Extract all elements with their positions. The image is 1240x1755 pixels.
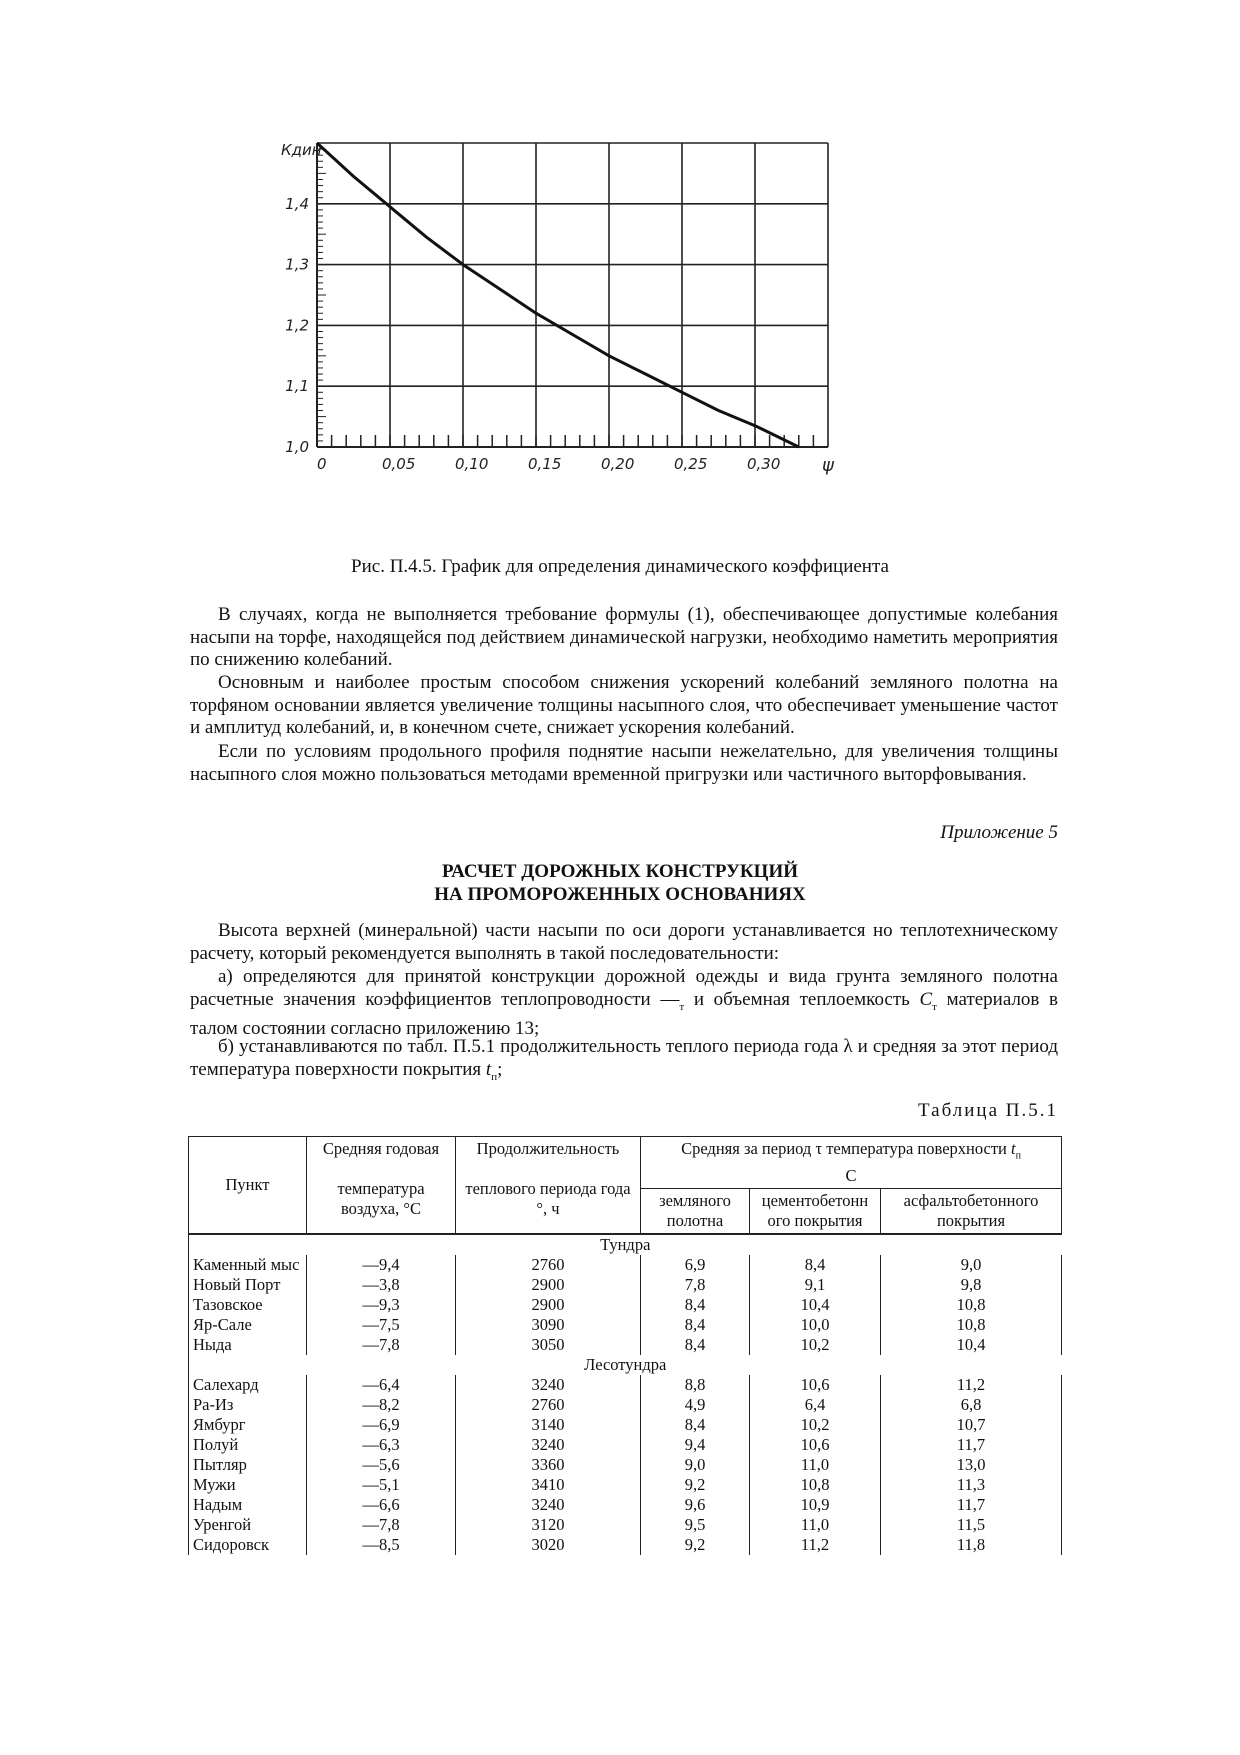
cell-punkt: Уренгой <box>189 1515 307 1535</box>
cell-soil: 8,4 <box>641 1295 750 1315</box>
paragraph-5 <box>190 966 1058 1040</box>
cell-punkt: Ра-Из <box>189 1395 307 1415</box>
x-tick-label: 0,20 <box>601 455 635 473</box>
header-temperature-line-2: температура воздуха, °С <box>337 1179 425 1218</box>
p5-sub-2: т <box>932 1000 937 1013</box>
cell-punkt: Надым <box>189 1495 307 1515</box>
cell-punkt: Ныда <box>189 1335 307 1355</box>
group-row <box>189 1234 1062 1255</box>
cell-soil: 8,4 <box>641 1315 750 1335</box>
cell-temperature: —6,4 <box>307 1375 456 1395</box>
y-tick-label: 1,2 <box>285 316 309 335</box>
table-row <box>189 1375 1062 1395</box>
temperature-table <box>188 1136 1062 1555</box>
cell-cement: 11,0 <box>750 1455 881 1475</box>
cell-temperature: —5,1 <box>307 1475 456 1495</box>
header-average-t: t <box>1011 1139 1016 1158</box>
table-body <box>189 1234 1062 1555</box>
x-tick-label: 0 <box>317 455 327 473</box>
table-row <box>189 1495 1062 1515</box>
x-tick-label: 0,30 <box>747 455 781 473</box>
cell-cement: 8,4 <box>750 1255 881 1275</box>
y-axis-label: Кдин <box>281 141 322 159</box>
cell-cement: 10,6 <box>750 1375 881 1395</box>
table-row <box>189 1395 1062 1415</box>
cell-duration: 3240 <box>456 1495 641 1515</box>
p6-a: б) устанавливаются по табл. П.5.1 продолжительность теплого периода года λ и средняя за этот период температура поверхности покрытия <box>190 1036 1058 1080</box>
p5-sub-1: т <box>679 1000 685 1013</box>
header-duration-line-1: Продолжительность <box>476 1139 620 1158</box>
cell-asphalt: 9,0 <box>881 1255 1062 1275</box>
cell-asphalt: 10,4 <box>881 1335 1062 1355</box>
cell-duration: 2760 <box>456 1255 641 1275</box>
cell-temperature: —6,3 <box>307 1435 456 1455</box>
cell-punkt: Новый Порт <box>189 1275 307 1295</box>
paragraph-2: Основным и наиболее простым способом снижения ускорений колебаний земляного полотна на торфяном основании является увеличение толщины насыпного слоя, что обеспечивает уменьшение частот и амплитуд колебаний, и, в конечном счете, снижает ускорения колебаний. <box>190 672 1058 738</box>
cell-punkt: Каменный мыс <box>189 1255 307 1275</box>
cell-temperature: —8,2 <box>307 1395 456 1415</box>
cell-cement: 11,0 <box>750 1515 881 1535</box>
p6-t: t <box>485 1058 492 1080</box>
cell-cement: 10,0 <box>750 1315 881 1335</box>
header-temperature-line-1: Средняя годовая <box>322 1139 440 1158</box>
cell-duration: 3410 <box>456 1475 641 1495</box>
table-row <box>189 1315 1062 1335</box>
cell-asphalt: 11,5 <box>881 1515 1062 1535</box>
cell-punkt: Полуй <box>189 1435 307 1455</box>
cell-asphalt: 10,8 <box>881 1295 1062 1315</box>
header-temperature <box>307 1137 456 1235</box>
cell-cement: 10,9 <box>750 1495 881 1515</box>
cell-temperature: —3,8 <box>307 1275 456 1295</box>
cell-soil: 8,4 <box>641 1415 750 1435</box>
table-row <box>189 1255 1062 1275</box>
group-name: Тундра <box>189 1234 1062 1255</box>
cell-cement: 10,2 <box>750 1335 881 1355</box>
section-heading <box>0 860 1240 906</box>
cell-duration: 3360 <box>456 1455 641 1475</box>
x-axis-label: ψ <box>822 455 834 476</box>
cell-cement: 10,8 <box>750 1475 881 1495</box>
heading-line-2: НА ПРОМОРОЖЕННЫХ ОСНОВАНИЯХ <box>434 884 806 905</box>
header-average-temp <box>641 1137 1062 1189</box>
header-average-sub: п <box>1015 1150 1021 1162</box>
table-title: Таблица П.5.1 <box>918 1100 1058 1121</box>
cell-soil: 9,2 <box>641 1535 750 1555</box>
cell-temperature: —7,8 <box>307 1515 456 1535</box>
cell-duration: 2900 <box>456 1275 641 1295</box>
cell-soil: 8,8 <box>641 1375 750 1395</box>
cell-asphalt: 10,8 <box>881 1315 1062 1335</box>
y-tick-label: 1,0 <box>285 438 309 456</box>
cell-asphalt: 6,8 <box>881 1395 1062 1415</box>
cell-asphalt: 11,8 <box>881 1535 1062 1555</box>
cell-soil: 9,0 <box>641 1455 750 1475</box>
cell-cement: 10,6 <box>750 1435 881 1455</box>
x-tick-label: 0,25 <box>674 455 708 473</box>
table-row <box>189 1415 1062 1435</box>
cell-soil: 9,2 <box>641 1475 750 1495</box>
cell-temperature: —8,5 <box>307 1535 456 1555</box>
cell-punkt: Мужи <box>189 1475 307 1495</box>
cell-cement: 11,2 <box>750 1535 881 1555</box>
cell-punkt: Салехард <box>189 1375 307 1395</box>
cell-temperature: —6,9 <box>307 1415 456 1435</box>
cell-punkt: Яр-Сале <box>189 1315 307 1335</box>
table-row <box>189 1475 1062 1495</box>
cell-cement: 9,1 <box>750 1275 881 1295</box>
group-name: Лесотундра <box>189 1355 1062 1375</box>
header-soil: земляного полотна <box>641 1189 750 1235</box>
table-row <box>189 1455 1062 1475</box>
cell-temperature: —9,3 <box>307 1295 456 1315</box>
cell-soil: 7,8 <box>641 1275 750 1295</box>
cell-punkt: Пытляр <box>189 1455 307 1475</box>
appendix-label: Приложение 5 <box>940 822 1058 843</box>
y-tick-label: 1,3 <box>285 255 309 274</box>
cell-asphalt: 11,3 <box>881 1475 1062 1495</box>
table-row <box>189 1335 1062 1355</box>
cell-duration: 3020 <box>456 1535 641 1555</box>
table-row <box>189 1435 1062 1455</box>
paragraph-1: В случаях, когда не выполняется требование формулы (1), обеспечивающее допустимые колебания насыпи на торфе, находящейся под действием динамической нагрузки, необходимо наметить мероприятия по снижению колебаний. <box>190 604 1058 670</box>
cell-duration: 2760 <box>456 1395 641 1415</box>
cell-cement: 6,4 <box>750 1395 881 1415</box>
cell-punkt: Сидоровск <box>189 1535 307 1555</box>
header-duration <box>456 1137 641 1235</box>
dynamic-coefficient-chart <box>281 140 960 540</box>
cell-duration: 3090 <box>456 1315 641 1335</box>
cell-duration: 3120 <box>456 1515 641 1535</box>
cell-temperature: —7,8 <box>307 1335 456 1355</box>
figure-caption: Рис. П.4.5. График для определения динамического коэффициента <box>351 556 889 577</box>
header-duration-line-2: теплового периода года °, ч <box>465 1179 631 1218</box>
cell-duration: 3240 <box>456 1435 641 1455</box>
cell-duration: 3240 <box>456 1375 641 1395</box>
cell-temperature: —5,6 <box>307 1455 456 1475</box>
p5-a: а) определяются для принятой конструкции дорожной одежды и вида грунта земляного полотна расчетные значения коэффициентов теплопроводности — <box>190 966 1058 1010</box>
paragraph-6 <box>190 1036 1058 1088</box>
cell-punkt: Тазовское <box>189 1295 307 1315</box>
p5-d: С <box>919 988 933 1010</box>
cell-soil: 6,9 <box>641 1255 750 1275</box>
cell-asphalt: 9,8 <box>881 1275 1062 1295</box>
table-row <box>189 1295 1062 1315</box>
cell-soil: 8,4 <box>641 1335 750 1355</box>
x-tick-label: 0,05 <box>382 455 416 473</box>
header-asphalt: асфальтобетонного покрытия <box>881 1189 1062 1235</box>
chart-svg <box>281 140 960 540</box>
cell-asphalt: 11,2 <box>881 1375 1062 1395</box>
cell-temperature: —7,5 <box>307 1315 456 1335</box>
header-average-unit: С <box>845 1166 857 1186</box>
cell-asphalt: 13,0 <box>881 1455 1062 1475</box>
table-row <box>189 1275 1062 1295</box>
heading-line-1: РАСЧЕТ ДОРОЖНЫХ КОНСТРУКЦИЙ <box>441 861 799 882</box>
cell-asphalt: 11,7 <box>881 1435 1062 1455</box>
cell-cement: 10,2 <box>750 1415 881 1435</box>
cell-temperature: —6,6 <box>307 1495 456 1515</box>
x-tick-label: 0,15 <box>528 455 562 473</box>
cell-cement: 10,4 <box>750 1295 881 1315</box>
cell-soil: 9,6 <box>641 1495 750 1515</box>
header-cement: цементобетонн ого покрытия <box>750 1189 881 1235</box>
cell-duration: 3050 <box>456 1335 641 1355</box>
cell-asphalt: 10,7 <box>881 1415 1062 1435</box>
x-tick-label: 0,10 <box>455 455 489 473</box>
paragraph-4: Высота верхней (минеральной) части насыпи по оси дороги устанавливается но теплотехническому расчету, который рекомендуется выполнять в такой последовательности: <box>190 920 1058 964</box>
cell-punkt: Ямбург <box>189 1415 307 1435</box>
cell-soil: 9,4 <box>641 1435 750 1455</box>
y-tick-label: 1,1 <box>285 377 309 396</box>
p6-d: ; <box>497 1058 503 1080</box>
table-row <box>189 1515 1062 1535</box>
paragraph-3: Если по условиям продольного профиля поднятие насыпи нежелательно, для увеличения толщины насыпного слоя можно пользоваться методами временной пригрузки или частичного выторфовывания. <box>190 741 1058 785</box>
cell-asphalt: 11,7 <box>881 1495 1062 1515</box>
p5-f: материалов в талом состоянии согласно приложению 13; <box>190 988 1059 1039</box>
p6-sub: п <box>491 1070 498 1083</box>
header-average-text: Средняя за период τ температура поверхности <box>681 1139 1011 1158</box>
header-punkt: Пункт <box>189 1137 307 1235</box>
cell-duration: 3140 <box>456 1415 641 1435</box>
cell-soil: 4,9 <box>641 1395 750 1415</box>
cell-temperature: —9,4 <box>307 1255 456 1275</box>
y-tick-label: 1,4 <box>285 194 309 213</box>
p5-c: и объемная теплоемкость <box>684 988 920 1010</box>
cell-soil: 9,5 <box>641 1515 750 1535</box>
group-row <box>189 1355 1062 1375</box>
table-row <box>189 1535 1062 1555</box>
cell-duration: 2900 <box>456 1295 641 1315</box>
